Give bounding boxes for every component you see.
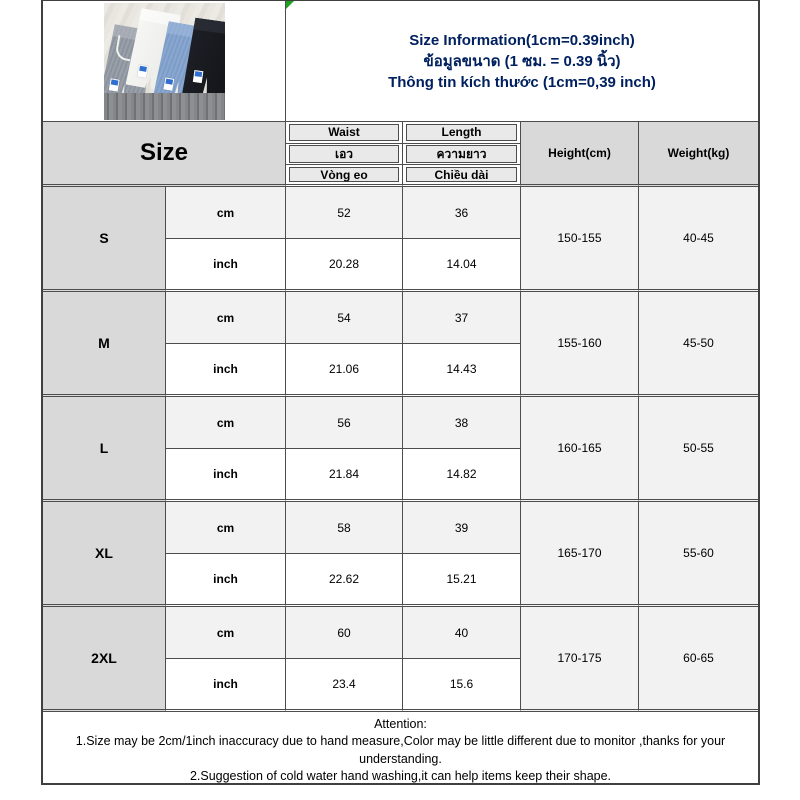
- waist-inch-value: 21.84: [286, 449, 403, 502]
- waist-cm-value: 60: [286, 607, 403, 660]
- waist-cm-value: 52: [286, 187, 403, 240]
- length-header-en: Length: [406, 124, 517, 142]
- weight-column-header: Weight(kg): [639, 122, 758, 187]
- size-label: XL: [43, 502, 166, 607]
- unit-label-inch: inch: [166, 449, 286, 502]
- waist-header-en: Waist: [289, 124, 399, 142]
- height-column-header: Height(cm): [521, 122, 639, 187]
- cell-corner-marker: [286, 1, 294, 9]
- size-chart-table: [41, 0, 760, 785]
- weight-range-value: 60-65: [639, 607, 758, 712]
- length-cm-value: 37: [403, 292, 521, 345]
- length-cm-value: 39: [403, 502, 521, 555]
- length-inch-value: 14.43: [403, 344, 521, 397]
- title-line-vi: Thông tin kích thước (1cm=0,39 inch): [388, 73, 656, 91]
- length-header-th: ความยาว: [406, 145, 517, 163]
- unit-label-cm: cm: [166, 292, 286, 345]
- waist-cm-value: 54: [286, 292, 403, 345]
- size-label: M: [43, 292, 166, 397]
- size-column-header: Size: [43, 122, 286, 187]
- height-range-value: 150-155: [521, 187, 639, 292]
- length-inch-value: 15.6: [403, 659, 521, 712]
- attention-note: [43, 712, 758, 783]
- length-cm-value: 38: [403, 397, 521, 450]
- attention-line-1: 1.Size may be 2cm/1inch inaccuracy due to hand measure,Color may be little different due to monitor ,thanks for your understanding.: [75, 734, 726, 766]
- unit-label-inch: inch: [166, 659, 286, 712]
- weight-range-value: 45-50: [639, 292, 758, 397]
- product-photo-cell: [43, 1, 286, 122]
- length-inch-value: 14.82: [403, 449, 521, 502]
- unit-label-inch: inch: [166, 239, 286, 292]
- waist-inch-value: 21.06: [286, 344, 403, 397]
- height-range-value: 170-175: [521, 607, 639, 712]
- care-tag: [108, 78, 119, 91]
- product-photo: [104, 3, 225, 120]
- unit-label-cm: cm: [166, 607, 286, 660]
- waist-inch-value: 23.4: [286, 659, 403, 712]
- drawstring: [114, 34, 134, 60]
- waist-cm-value: 58: [286, 502, 403, 555]
- title-line-th: ข้อมูลขนาด (1 ซม. = 0.39 นิ้ว): [423, 52, 621, 70]
- unit-label-inch: inch: [166, 554, 286, 607]
- waist-cm-value: 56: [286, 397, 403, 450]
- height-range-value: 160-165: [521, 397, 639, 502]
- length-cm-value: 36: [403, 187, 521, 240]
- care-tag: [163, 77, 174, 90]
- size-label: S: [43, 187, 166, 292]
- care-tag: [192, 70, 203, 83]
- attention-line-2: 2.Suggestion of cold water hand washing,it can help items keep their shape.: [189, 769, 612, 783]
- height-range-value: 155-160: [521, 292, 639, 397]
- unit-label-inch: inch: [166, 344, 286, 397]
- waist-header-th: เอว: [289, 145, 399, 163]
- size-label: 2XL: [43, 607, 166, 712]
- care-tag: [137, 64, 148, 77]
- weight-range-value: 50-55: [639, 397, 758, 502]
- length-cm-value: 40: [403, 607, 521, 660]
- size-information-title: [286, 1, 758, 122]
- unit-label-cm: cm: [166, 397, 286, 450]
- fabric-background: [104, 93, 225, 120]
- weight-range-value: 40-45: [639, 187, 758, 292]
- title-line-en: Size Information(1cm=0.39inch): [409, 31, 635, 49]
- waist-header-vi: Vòng eo: [289, 167, 399, 183]
- attention-title: Attention:: [374, 716, 427, 731]
- size-label: L: [43, 397, 166, 502]
- weight-range-value: 55-60: [639, 502, 758, 607]
- length-header-vi: Chiều dài: [406, 167, 517, 183]
- waist-inch-value: 20.28: [286, 239, 403, 292]
- length-inch-value: 14.04: [403, 239, 521, 292]
- waist-inch-value: 22.62: [286, 554, 403, 607]
- unit-label-cm: cm: [166, 502, 286, 555]
- unit-label-cm: cm: [166, 187, 286, 240]
- height-range-value: 165-170: [521, 502, 639, 607]
- length-inch-value: 15.21: [403, 554, 521, 607]
